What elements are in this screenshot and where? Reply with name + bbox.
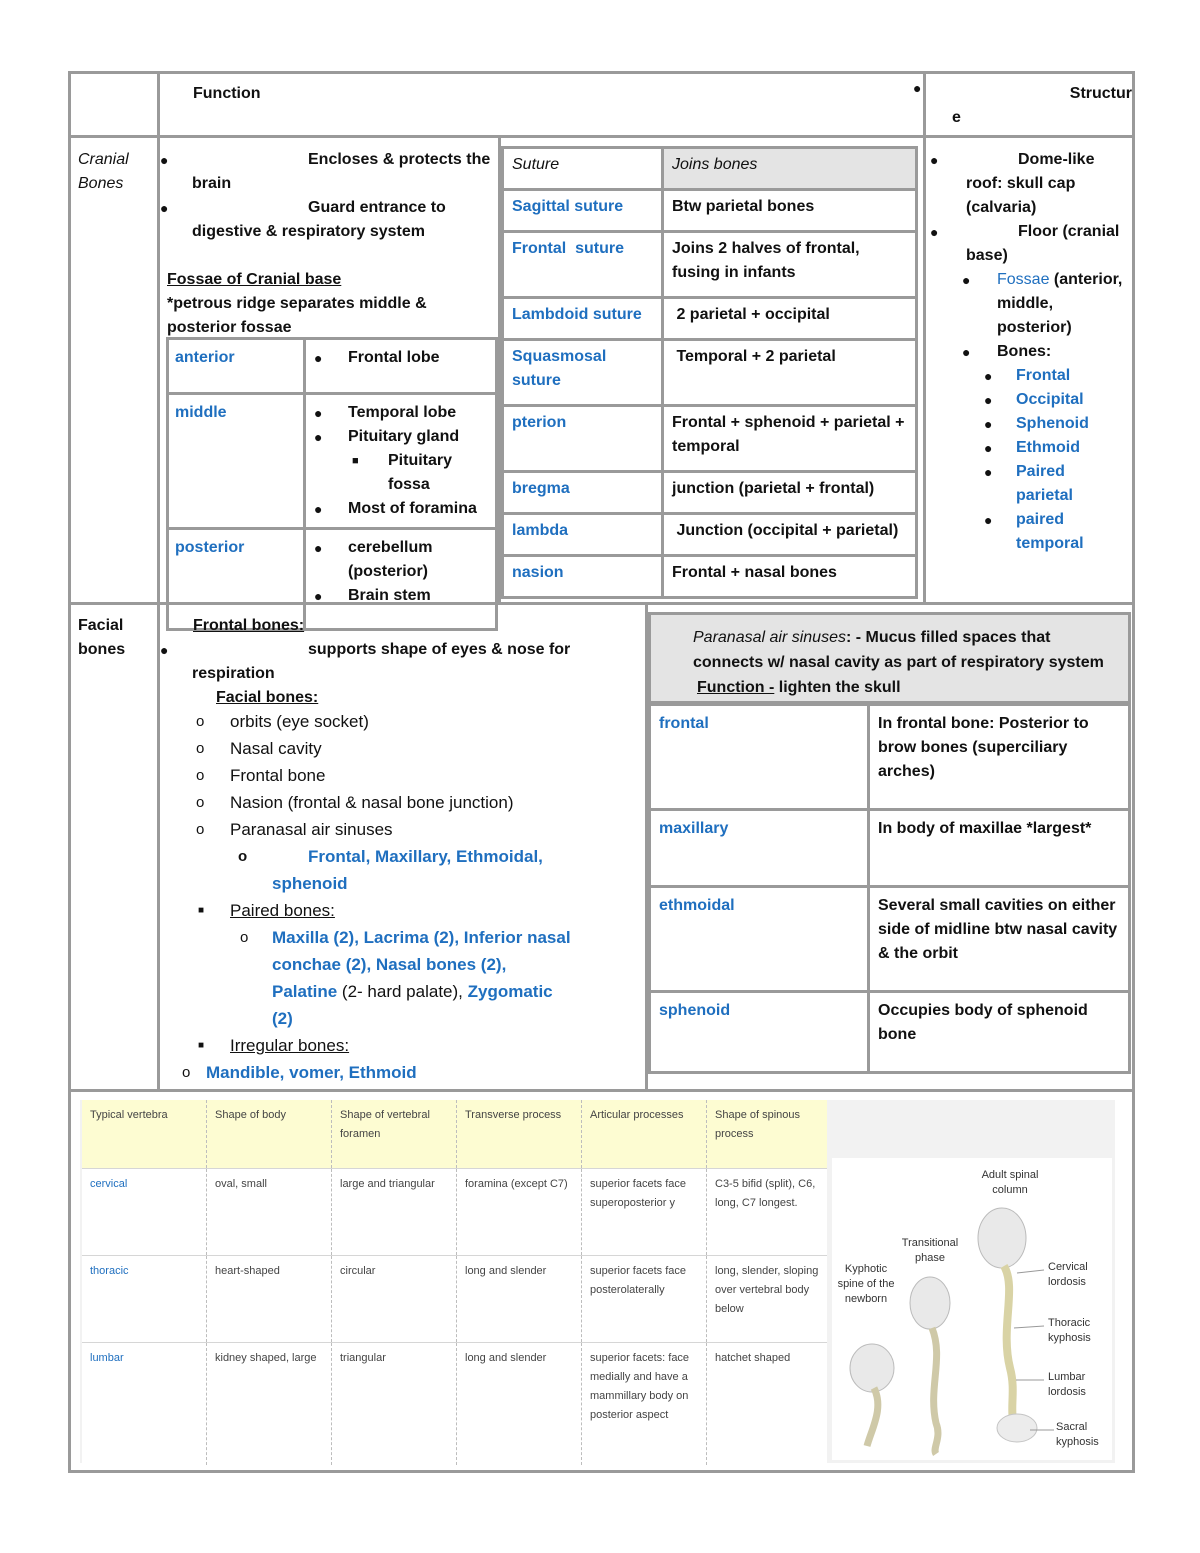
vertebra-cell: large and triangular (332, 1169, 457, 1256)
irregular-title: Irregular bones: (230, 1036, 350, 1055)
vertebra-header: Typical vertebra (82, 1100, 207, 1169)
suture-name: nasion (503, 556, 663, 598)
circle-bullet: o (238, 848, 248, 865)
circle-bullet: o (240, 929, 249, 946)
list-item (196, 708, 636, 735)
vertebra-header-row (82, 1100, 827, 1169)
list-item (196, 789, 636, 816)
vertebra-cell: lumbar (82, 1343, 207, 1466)
list-item (196, 816, 636, 843)
fossa-item-row (314, 401, 489, 425)
sinus-name: frontal (650, 705, 869, 810)
vertebra-cell: oval, small (207, 1169, 332, 1256)
table-row (168, 339, 497, 394)
sinus-desc: In body of maxillae *largest* (869, 810, 1130, 887)
structure-heading (952, 82, 1132, 130)
suture-name: lambda (503, 514, 663, 556)
suture-name: Lambdoid suture (503, 298, 663, 340)
suture-joins: Frontal + nasal bones (663, 556, 917, 598)
table-row (503, 340, 917, 406)
transitional-label: Transitional phase (901, 1237, 959, 1264)
list-item (196, 1032, 636, 1059)
structure-item-bones (928, 340, 1132, 364)
list-item (984, 364, 1132, 388)
list-item (984, 412, 1132, 436)
bullet: ● (984, 440, 993, 456)
sinus-desc: Occupies body of sphenoid bone (869, 992, 1130, 1073)
fossa-subitem-row (348, 449, 489, 497)
cranial-functions (160, 148, 495, 244)
label-line (1017, 1270, 1044, 1273)
bullet: ● (984, 392, 993, 408)
paired-blue-1: Maxilla (2), Lacrima (2), Inferior nasal conchae (2), Nasal bones (2), Palatine (272, 928, 571, 1001)
vertebra-cell: heart-shaped (207, 1256, 332, 1343)
bone-name: Paired parietal (1016, 463, 1073, 504)
function-text: Guard entrance to digestive & respiratory system (192, 199, 446, 240)
bullet: ● (962, 344, 971, 360)
structure-heading-part1: Structur (1069, 85, 1132, 102)
table-row (650, 705, 1130, 810)
table-row (503, 472, 917, 514)
bullet: ● (314, 405, 323, 421)
joins-header: Joins bones (663, 148, 917, 190)
facial-list-item: Paranasal air sinuses (230, 820, 393, 839)
newborn-skull (850, 1344, 894, 1392)
frontal-bones-title-text: Frontal bones: (193, 617, 305, 634)
suture-name: Squasmosal suture (503, 340, 663, 406)
suture-header: Suture (503, 148, 663, 190)
table-row (503, 406, 917, 472)
structure-item-floor (928, 220, 1132, 268)
fossa-item: Most of foramina (348, 500, 477, 517)
newborn-spine (867, 1388, 878, 1446)
structure-item-roof (928, 148, 1132, 220)
suture-joins: 2 parietal + occipital (663, 298, 917, 340)
vertebra-cell: superior facets face superoposterior y (582, 1169, 707, 1256)
fossa-item-row (314, 425, 489, 449)
bullet: ● (930, 152, 939, 168)
table-row (82, 1256, 827, 1343)
header-divider (68, 135, 1135, 138)
fossa-item-row (314, 584, 489, 608)
adult-skull (978, 1208, 1026, 1268)
bone-name: Sphenoid (1016, 415, 1089, 432)
sinus-function-text: lighten the skull (774, 679, 901, 696)
list-item (182, 1059, 626, 1086)
frontal-bones-title (193, 614, 304, 638)
fossae-note: *petrous ridge separates middle & posterior fossae (167, 295, 427, 336)
sinus-names: Frontal, Maxillary, Ethmoidal, sphenoid (272, 847, 543, 893)
table-row (650, 992, 1130, 1073)
suture-joins: Junction (occipital + parietal) (663, 514, 917, 556)
suture-joins: Temporal + 2 parietal (663, 340, 917, 406)
suture-name: bregma (503, 472, 663, 514)
vertebra-header: Transverse process (457, 1100, 582, 1169)
list-item (196, 762, 636, 789)
vertebra-cell: superior facets face posterolaterally (582, 1256, 707, 1343)
bullet: ● (314, 540, 323, 556)
suture-table (501, 146, 918, 599)
sinus-name: ethmoidal (650, 887, 869, 992)
circle-bullet: o (196, 740, 205, 757)
vertebra-cell: circular (332, 1256, 457, 1343)
list-item (196, 735, 636, 762)
fossae-table (166, 337, 498, 631)
bullet: ● (962, 272, 971, 288)
list-item (984, 388, 1132, 412)
list-item (984, 508, 1096, 556)
vertebra-table (82, 1100, 827, 1465)
fossa-item: Frontal lobe (348, 349, 440, 366)
kyphotic-label: Kyphotic spine of the newborn (837, 1263, 895, 1305)
circle-bullet: o (196, 821, 205, 838)
function-item (160, 148, 495, 196)
structure-heading-text (952, 82, 1132, 106)
table-row (503, 298, 917, 340)
vertebra-header: Shape of vertebral foramen (332, 1100, 457, 1169)
table-row (82, 1169, 827, 1256)
fossa-item-row (314, 497, 489, 521)
irregular-list: Mandible, vomer, Ethmoid (206, 1063, 417, 1082)
function-text: Encloses & protects the brain (192, 151, 491, 192)
bullet: ● (930, 224, 939, 240)
fossa-name: posterior (168, 529, 305, 630)
vertebra-cell: C3-5 bifid (split), C6, long, C7 longest. (707, 1169, 828, 1256)
suture-name: Frontal suture (503, 232, 663, 298)
sinus-function-label: Function - (697, 679, 775, 696)
fossa-item: Pituitary fossa (388, 452, 453, 493)
bullet: ● (160, 642, 169, 658)
adult-spine-label: Adult spinal column (981, 1169, 1039, 1196)
fossae-title-text: Fossae of Cranial base (167, 271, 342, 288)
vertebra-cell: cervical (82, 1169, 207, 1256)
spine-figure (832, 1158, 1112, 1460)
facial-list-item: Frontal bone (230, 766, 326, 785)
bone-name: Ethmoid (1016, 439, 1080, 456)
suture-joins: Btw parietal bones (663, 190, 917, 232)
facial-bones-title-text: Facial bones: (216, 689, 319, 706)
fossa-items (305, 529, 497, 630)
spine-illustration (832, 1158, 1112, 1460)
table-row (503, 556, 917, 598)
suture-name: Sagittal suture (503, 190, 663, 232)
bone-name: Frontal (1016, 367, 1071, 384)
vertebra-cell: kidney shaped, large (207, 1343, 332, 1466)
fossa-item: Brain stem (348, 587, 431, 604)
structure-bone-list (928, 364, 1132, 556)
facial-bones-title (216, 686, 318, 710)
list-item (984, 460, 1096, 508)
cranial-label: Cranial Bones (78, 151, 129, 192)
paired-blue-2: Zygomatic (2) (272, 982, 553, 1028)
header-bullet: ● (913, 80, 922, 96)
thoracic-kyphosis-label: Thoracic kyphosis (1048, 1317, 1091, 1344)
vertebra-cell: long and slender (457, 1256, 582, 1343)
table-row (82, 1343, 827, 1466)
vertebra-cell: superior facets: face medially and have a mammillary body on posterior aspect (582, 1343, 707, 1466)
transitional-spine (932, 1328, 938, 1454)
paired-plain: (2- hard palate), (337, 982, 468, 1001)
sinus-name: sphenoid (650, 992, 869, 1073)
vertebra-cell: triangular (332, 1343, 457, 1466)
suture-joins: junction (parietal + frontal) (663, 472, 917, 514)
vertebra-cell: hatchet shaped (707, 1343, 828, 1466)
table-row (168, 394, 497, 529)
fossae-title (167, 268, 341, 292)
vertebra-cell: thoracic (82, 1256, 207, 1343)
circle-bullet: o (196, 767, 205, 784)
structure-column-divider (923, 71, 926, 604)
list-item (984, 436, 1132, 460)
table-row (650, 810, 1130, 887)
sinus-desc: Several small cavities on either side of midline btw nasal cavity & the orbit (869, 887, 1130, 992)
bullet: ● (984, 464, 993, 480)
sinus-desc: In frontal bone: Posterior to brow bones (superciliary arches) (869, 705, 1130, 810)
facial-list-item: orbits (eye socket) (230, 712, 369, 731)
facial-list (182, 708, 636, 1086)
fossa-item: cerebellum (posterior) (348, 539, 433, 580)
bullet: ● (160, 200, 169, 216)
facial-list-item: Nasal cavity (230, 739, 322, 758)
circle-bullet: o (182, 1064, 191, 1081)
vertebra-header: Shape of spinous process (707, 1100, 828, 1169)
frontal-bones-desc-text: supports shape of eyes & nose for respiration (192, 641, 571, 682)
circle-bullet: o (196, 794, 205, 811)
structure-item-fossae (928, 268, 1132, 340)
list-item (196, 843, 572, 897)
suture-joins: Joins 2 halves of frontal, fusing in infants (663, 232, 917, 298)
structure-roof: Dome-like roof: skull cap (calvaria) (966, 151, 1095, 216)
square-bullet: ■ (198, 905, 205, 916)
cranial-structure (928, 148, 1132, 556)
structure-bones-label: Bones: (997, 343, 1052, 360)
bullet: ● (314, 429, 323, 445)
square-bullet: ■ (198, 1040, 205, 1051)
square-bullet: ■ (352, 455, 359, 467)
fossa-items (305, 339, 497, 394)
sinus-box-desc: : - Mucus filled spaces that connects w/ nasal cavity as part of respiratory system (693, 629, 1104, 671)
facial-list-item: Nasion (frontal & nasal bone junction) (230, 793, 514, 812)
table-row (503, 514, 917, 556)
sinus-header-box (648, 612, 1131, 704)
fossa-item: Temporal lobe (348, 404, 457, 421)
table-row (503, 190, 917, 232)
suture-joins: Frontal + sphenoid + parietal + temporal (663, 406, 917, 472)
fossa-name: middle (168, 394, 305, 529)
bullet: ● (984, 368, 993, 384)
bullet: ● (314, 588, 323, 604)
vertebra-header: Articular processes (582, 1100, 707, 1169)
list-item (196, 897, 636, 924)
function-heading: Function (193, 85, 261, 102)
function-item (160, 196, 495, 244)
fossa-item: Pituitary gland (348, 428, 460, 445)
vertebra-cell: foramina (except C7) (457, 1169, 582, 1256)
bullet: ● (984, 512, 993, 528)
cervical-lordosis-label: Cervical lordosis (1048, 1261, 1088, 1288)
circle-bullet: o (196, 713, 205, 730)
paired-title: Paired bones: (230, 901, 335, 920)
sacral-kyphosis-label: Sacral kyphosis (1056, 1421, 1099, 1448)
bullet: ● (314, 501, 323, 517)
fossa-name: anterior (168, 339, 305, 394)
vertebra-cell: long and slender (457, 1343, 582, 1466)
bullet: ● (314, 350, 323, 366)
bullet: ● (984, 416, 993, 432)
structure-fossae-label: Fossae (997, 271, 1050, 288)
bone-name: paired temporal (1016, 511, 1084, 552)
structure-floor: Floor (cranial base) (966, 223, 1120, 264)
sinus-table (648, 703, 1131, 1074)
fossa-item-row (314, 536, 489, 584)
transitional-skull (910, 1277, 950, 1329)
lumbar-lordosis-label: Lumbar lordosis (1048, 1371, 1086, 1398)
structure-heading-part2: e (952, 109, 961, 126)
table-row (503, 232, 917, 298)
sinus-box-title: Paranasal air sinuses (693, 629, 846, 646)
facial-label: Facial bones (78, 617, 126, 658)
vertebra-header: Shape of body (207, 1100, 332, 1169)
label-line (1014, 1326, 1044, 1328)
adult-pelvis (997, 1414, 1037, 1442)
bone-name: Occipital (1016, 391, 1084, 408)
vertebra-cell: long, slender, sloping over vertebral body below (707, 1256, 828, 1343)
facial-vertebra-divider (68, 1089, 1135, 1092)
sinus-name: maxillary (650, 810, 869, 887)
bullet: ● (160, 152, 169, 168)
list-item (196, 924, 572, 1032)
suture-name: pterion (503, 406, 663, 472)
table-row (650, 887, 1130, 992)
structure-fossae-rest: (anterior, middle, posterior) (997, 271, 1123, 336)
fossa-items (305, 394, 497, 529)
frontal-bones-desc (160, 638, 600, 686)
suture-header-row (503, 148, 917, 190)
